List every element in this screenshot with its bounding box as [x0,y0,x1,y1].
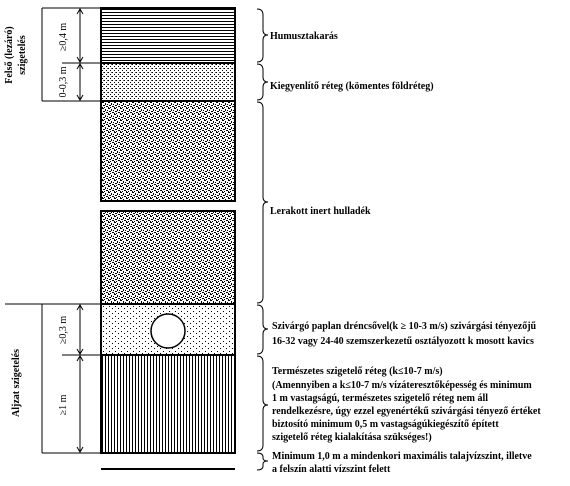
dim-drainage: ≥0,3 m [58,315,69,345]
base-insulation-label: Aljzat szigetelés [11,348,22,418]
waste-layer-upper [101,101,235,201]
drain-pipe-icon [151,314,185,348]
brace-groundwater [257,453,268,470]
drainage-label-1: Szivárgó paplan dréncsővel(k ≥ 10-3 m/s) szivárgási tényezőjű [272,321,537,332]
groundwater-label-1: Minimum 1,0 m a mindenkori maximális talajvízszint, illetve [272,451,532,462]
right-braces [257,9,268,470]
dim-natural: ≥1 m [58,394,69,416]
brace-leveling [257,64,268,100]
leveling-label: Kiegyenlítő réteg (kömentes földréteg) [270,81,434,92]
brace-natural [257,356,268,451]
natural-label-3: 1 m vastagságú, természetes szigetelő réteg nem áll [272,393,489,404]
upper-insulation-label-1: Felső (lezáró) [4,26,15,84]
brace-humus [257,9,268,62]
groundwater-label-2: a felszín alatti vízszint felett [272,464,391,475]
layer-column [101,8,235,469]
dim-leveling: 0-0,3 m [58,66,69,98]
brace-waste [257,102,268,303]
dim-humus: ≥0,4 m [58,22,69,52]
waste-label: Lerakott inert hulladék [270,206,371,217]
natural-label-5: biztosító minimum 0,5 m vastagságúkiegészítő épített [272,419,499,430]
humus-label: Humusztakarás [270,31,338,42]
upper-insulation-label-2: szigetelés [17,35,28,75]
natural-label-2: (Amennyiben a k≤10-7 m/s vízáteresztőképesség és minimum [272,380,532,391]
drainage-label-2: 16-32 vagy 24-40 szemszerkezetű osztályozott k mosott kavics [272,336,534,347]
natural-label-4: rendelkezésre, úgy ezzel egyenértékű szivárgási tényező értéket [272,406,541,417]
humus-layer [101,8,235,63]
brace-drainage [257,305,268,354]
waste-layer-lower [101,211,235,304]
natural-label-6: szigetelő réteg kialakítása szükséges!) [272,432,432,443]
natural-label-1: Természetes szigetelő réteg (k≤10-7 m/s) [272,366,443,377]
natural-insulation-layer [101,355,235,453]
leveling-layer [101,63,235,101]
